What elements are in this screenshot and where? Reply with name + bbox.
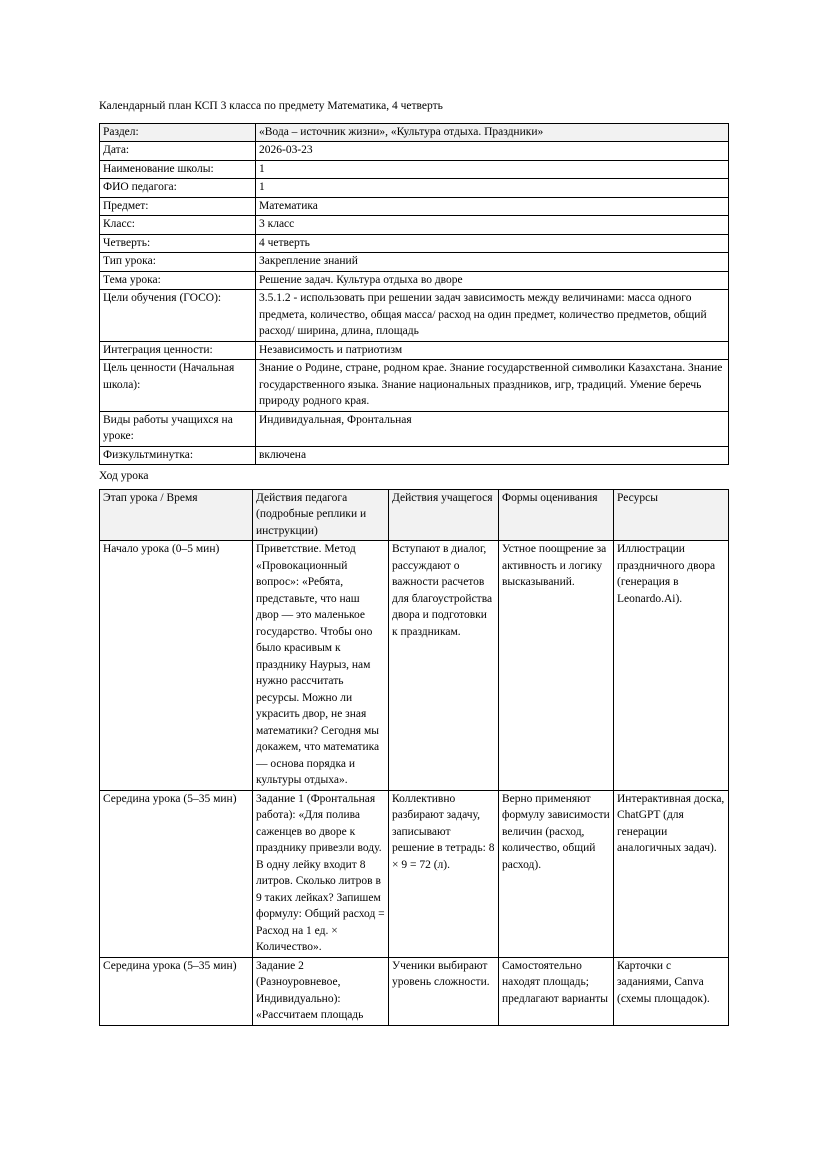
info-row-label: Класс: xyxy=(100,216,256,235)
info-row-value: «Вода – источник жизни», «Культура отдыха. Праздники» xyxy=(256,123,729,142)
info-row-value: Решение задач. Культура отдыха во дворе xyxy=(256,271,729,290)
table-row xyxy=(100,341,729,360)
table-row xyxy=(100,253,729,272)
student-actions-cell: Ученики выбирают уровень сложности. xyxy=(389,957,499,1025)
assessment-cell: Самостоятельно находят площадь; предлагают варианты xyxy=(499,957,614,1025)
table-row xyxy=(100,957,729,1025)
column-header-teacher-actions: Действия педагога (подробные реплики и инструкции) xyxy=(253,489,389,541)
table-header-row xyxy=(100,489,729,541)
column-header-stage: Этап урока / Время xyxy=(100,489,253,541)
info-row-value: 4 четверть xyxy=(256,234,729,253)
info-row-value: 1 xyxy=(256,179,729,198)
info-row-label: Раздел: xyxy=(100,123,256,142)
info-row-value: 3 класс xyxy=(256,216,729,235)
table-row xyxy=(100,360,729,412)
table-row xyxy=(100,160,729,179)
teacher-actions-cell: Задание 1 (Фронтальная работа): «Для полива саженцев во дворе к празднику привезли воду. В одну лейку входит 8 литров. Сколько литров в 9 таких лейках? Запишем формулу: Общий расход = Расход на 1 ед. × Количество». xyxy=(253,790,389,957)
info-row-value: включена xyxy=(256,446,729,465)
table-row xyxy=(100,790,729,957)
lesson-flow-table-body xyxy=(100,541,729,1026)
info-row-value: Независимость и патриотизм xyxy=(256,341,729,360)
info-row-value: 1 xyxy=(256,160,729,179)
info-row-label: Физкультминутка: xyxy=(100,446,256,465)
info-row-label: Дата: xyxy=(100,142,256,161)
lesson-flow-table xyxy=(99,489,729,1026)
teacher-actions-cell: Задание 2 (Разноуровневое, Индивидуально): «Рассчитаем площадь xyxy=(253,957,389,1025)
resources-cell: Интерактивная доска, ChatGPT (для генерации аналогичных задач). xyxy=(614,790,729,957)
page-content xyxy=(99,98,728,1026)
lesson-flow-label: Ход урока xyxy=(99,470,149,482)
lesson-stage-cell: Середина урока (5–35 мин) xyxy=(100,957,253,1025)
student-actions-cell: Вступают в диалог, рассуждают о важности расчетов для благоустройства двора и подготовки к праздникам. xyxy=(389,541,499,791)
info-row-label: Тип урока: xyxy=(100,253,256,272)
info-row-value: Закрепление знаний xyxy=(256,253,729,272)
lesson-stage-cell: Середина урока (5–35 мин) xyxy=(100,790,253,957)
info-row-value: 3.5.1.2 - использовать при решении задач зависимость между величинами: масса одного предмета, количество, общая масса/ расход на один предмет, количество предметов, общий расход/ ширина, длина, площадь xyxy=(256,290,729,342)
table-row xyxy=(100,411,729,446)
info-row-label: ФИО педагога: xyxy=(100,179,256,198)
table-row xyxy=(100,290,729,342)
info-row-value: Математика xyxy=(256,197,729,216)
info-row-value: 2026-03-23 xyxy=(256,142,729,161)
table-row xyxy=(100,142,729,161)
table-row xyxy=(100,271,729,290)
info-row-label: Предмет: xyxy=(100,197,256,216)
info-row-value: Знание о Родине, стране, родном крае. Знание государственной символики Казахстана. Знание государственного языка. Знание национальных праздников, игр, традиций. Умение беречь природу родного края. xyxy=(256,360,729,412)
table-row xyxy=(100,234,729,253)
teacher-actions-cell: Приветствие. Метод «Провокационный вопрос»: «Ребята, представьте, что наш двор — это маленькое государство. Чтобы оно было красивым к празднику Наурыз, нам нужно рассчитать ресурсы. Можно ли украсить двор, не зная математики? Сегодня мы докажем, что математика — основа порядка и культуры отдыха». xyxy=(253,541,389,791)
column-header-resources: Ресурсы xyxy=(614,489,729,541)
assessment-cell: Верно применяют формулу зависимости величин (расход, количество, общий расход). xyxy=(499,790,614,957)
table-row xyxy=(100,216,729,235)
info-row-label: Виды работы учащихся на уроке: xyxy=(100,411,256,446)
assessment-cell: Устное поощрение за активность и логику высказываний. xyxy=(499,541,614,791)
info-row-label: Четверть: xyxy=(100,234,256,253)
table-row xyxy=(100,123,729,142)
lesson-info-table xyxy=(99,123,729,466)
page-title: Календарный план КСП 3 класса по предмету Математика, 4 четверть xyxy=(99,100,443,112)
info-row-label: Цели обучения (ГОСО): xyxy=(100,290,256,342)
column-header-student-actions: Действия учащегося xyxy=(389,489,499,541)
table-row xyxy=(100,541,729,791)
table-row xyxy=(100,179,729,198)
resources-cell: Карточки с заданиями, Canva (схемы площадок). xyxy=(614,957,729,1025)
table-row xyxy=(100,446,729,465)
lesson-flow-table-head xyxy=(100,489,729,541)
table-row xyxy=(100,197,729,216)
info-row-label: Интеграция ценности: xyxy=(100,341,256,360)
lesson-stage-cell: Начало урока (0–5 мин) xyxy=(100,541,253,791)
column-header-assessment: Формы оценивания xyxy=(499,489,614,541)
info-row-value: Индивидуальная, Фронтальная xyxy=(256,411,729,446)
info-row-label: Тема урока: xyxy=(100,271,256,290)
student-actions-cell: Коллективно разбирают задачу, записывают решение в тетрадь: 8 × 9 = 72 (л). xyxy=(389,790,499,957)
lesson-info-table-body xyxy=(100,123,729,465)
info-row-label: Цель ценности (Начальная школа): xyxy=(100,360,256,412)
resources-cell: Иллюстрации праздничного двора (генерация в Leonardo.Ai). xyxy=(614,541,729,791)
info-row-label: Наименование школы: xyxy=(100,160,256,179)
